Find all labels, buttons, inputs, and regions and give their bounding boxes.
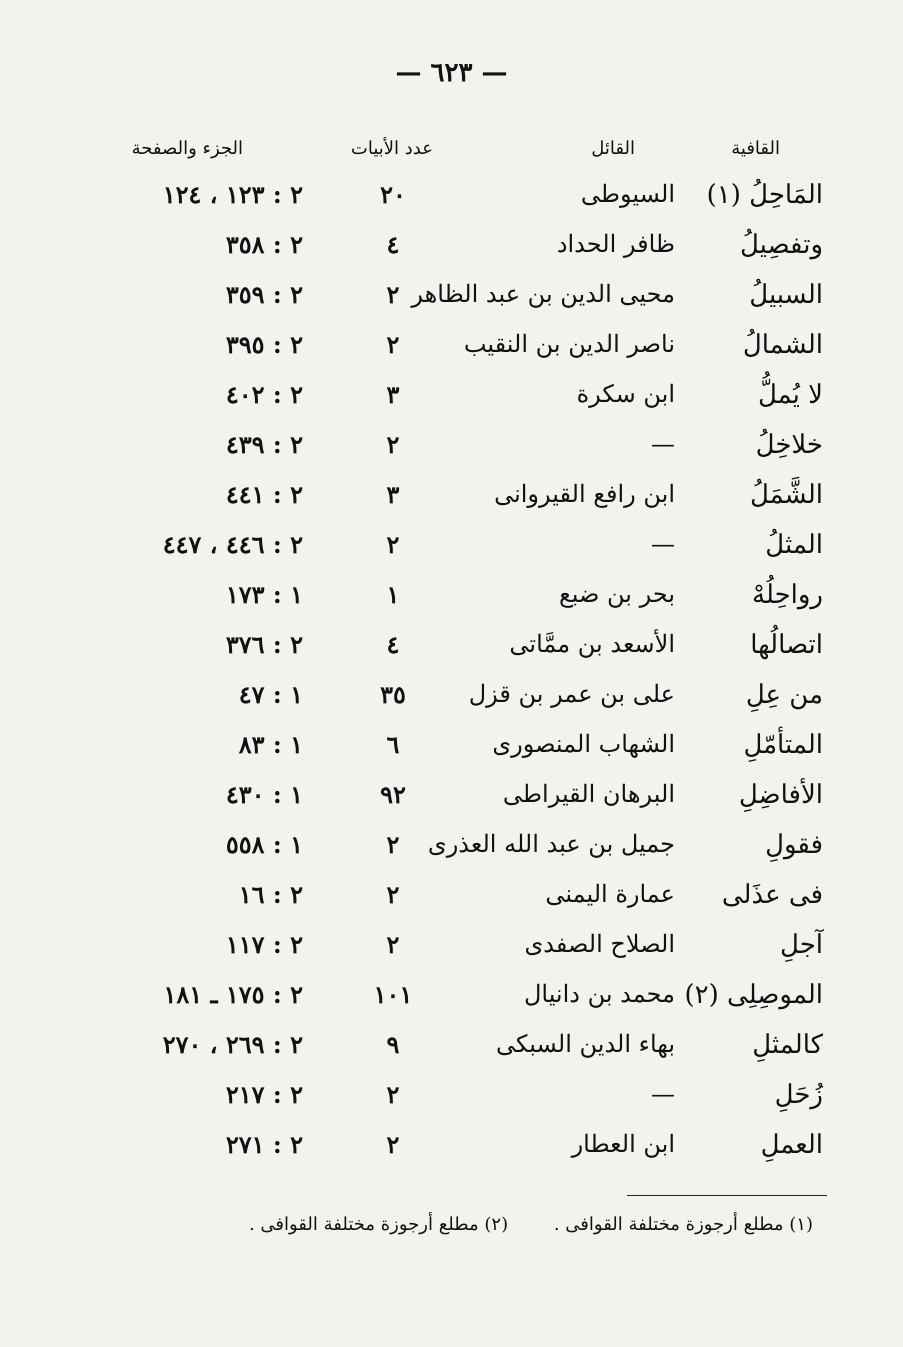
- rhyme-cell-text: آجلِ: [780, 930, 823, 960]
- poet-cell-text: ناصر الدين بن النقيب: [463, 330, 675, 358]
- verse-count-cell: [353, 580, 433, 609]
- rhyme-cell: [673, 280, 823, 310]
- index-table: [0, 180, 903, 1180]
- poet-cell-text: عمارة اليمنى: [545, 880, 675, 908]
- verse-count-cell: [353, 730, 433, 759]
- verse-count-cell-text: ٣: [386, 380, 400, 409]
- volume-page-cell-text: ٢ : ٤٣٩: [225, 430, 303, 459]
- volume-page-cell-text: ٢ : ٢٧١: [225, 1130, 303, 1159]
- volume-page-cell: [43, 430, 303, 459]
- volume-page-cell: [43, 1030, 303, 1059]
- rhyme-cell: [673, 330, 823, 360]
- verse-count-cell: [353, 180, 433, 209]
- table-row: [0, 1080, 903, 1130]
- header-volume-page: الجزء والصفحة: [131, 138, 243, 159]
- volume-page-cell: [43, 880, 303, 909]
- rhyme-cell-text: الأفاضِلِ: [738, 780, 823, 810]
- volume-page-cell-text: ٢ : ٣٩٥: [225, 330, 303, 359]
- poet-cell-text: —: [651, 430, 675, 458]
- rhyme-cell: [673, 430, 823, 460]
- verse-count-cell-text: ٢: [386, 1080, 400, 1109]
- rhyme-cell-text: السبيلُ: [749, 280, 823, 310]
- volume-page-cell-text: ٢ : ٣٧٦: [225, 630, 303, 659]
- table-row: [0, 980, 903, 1030]
- verse-count-cell-text: ٩٢: [380, 780, 406, 809]
- table-row: [0, 280, 903, 330]
- table-header: [0, 138, 903, 172]
- volume-page-cell: [43, 580, 303, 609]
- volume-page-cell-text: ١ : ٨٣: [238, 730, 303, 759]
- table-row: [0, 480, 903, 530]
- table-row: [0, 430, 903, 480]
- verse-count-cell: [353, 280, 433, 309]
- rhyme-cell: [673, 830, 823, 860]
- rhyme-cell-text: لا يُملُّ: [757, 380, 823, 410]
- rhyme-cell: [673, 580, 823, 610]
- verse-count-cell-text: ٣: [386, 480, 400, 509]
- volume-page-cell: [43, 330, 303, 359]
- verse-count-cell-text: ٤: [386, 230, 400, 259]
- volume-page-cell-text: ١ : ٤٧: [238, 680, 303, 709]
- poet-cell-text: ابن رافع القيروانى: [494, 480, 675, 508]
- rhyme-cell-text: وتفصِيلُ: [739, 230, 823, 260]
- rhyme-cell-text: زُحَلِ: [774, 1080, 823, 1110]
- rhyme-cell-text: الشمالُ: [742, 330, 823, 360]
- poet-cell-text: بحر بن ضبع: [558, 580, 675, 608]
- rhyme-cell: [673, 930, 823, 960]
- table-row: [0, 680, 903, 730]
- verse-count-cell: [353, 780, 433, 809]
- table-row: [0, 1030, 903, 1080]
- volume-page-cell: [43, 480, 303, 509]
- poet-cell-text: على بن عمر بن قزل: [468, 680, 675, 708]
- rhyme-cell: [673, 1030, 823, 1060]
- poet-cell-text: ابن سكرة: [576, 380, 675, 408]
- rhyme-cell-text: العملِ: [760, 1130, 823, 1160]
- poet-cell-text: السيوطى: [580, 180, 675, 208]
- table-row: [0, 380, 903, 430]
- rhyme-cell: [673, 530, 823, 560]
- verse-count-cell: [353, 530, 433, 559]
- volume-page-cell-text: ٢ : ٢١٧: [225, 1080, 303, 1109]
- rhyme-cell-text: اتصالُها: [750, 630, 823, 660]
- rhyme-cell: [673, 980, 823, 1010]
- rhyme-cell: [673, 230, 823, 260]
- poet-cell-text: ظافر الحداد: [556, 230, 675, 258]
- rhyme-cell-text: رواحِلُهْ: [752, 580, 823, 610]
- poet-cell-text: جميل بن عبد الله العذرى: [427, 830, 675, 858]
- rhyme-cell: [673, 380, 823, 410]
- verse-count-cell: [353, 380, 433, 409]
- footnote-1: (١) مطلع أرجوزة مختلفة القوافى .: [553, 1214, 813, 1235]
- volume-page-cell-text: ١ : ٤٣٠: [225, 780, 303, 809]
- volume-page-cell-text: ١ : ١٧٣: [225, 580, 303, 609]
- rhyme-cell: [673, 880, 823, 910]
- table-row: [0, 780, 903, 830]
- rhyme-cell-text: من عِلِ: [745, 680, 823, 710]
- header-poet: القائل: [591, 138, 635, 159]
- volume-page-cell: [43, 680, 303, 709]
- verse-count-cell-text: ١٠١: [373, 980, 413, 1009]
- poet-cell-text: الشهاب المنصورى: [492, 730, 675, 758]
- table-row: [0, 630, 903, 680]
- verse-count-cell-text: ٢: [386, 1130, 400, 1159]
- volume-page-cell: [43, 930, 303, 959]
- footnotes: [249, 1214, 813, 1235]
- verse-count-cell: [353, 880, 433, 909]
- table-row: [0, 880, 903, 930]
- verse-count-cell-text: ٢: [386, 880, 400, 909]
- volume-page-cell: [43, 830, 303, 859]
- volume-page-cell-text: ١ : ٥٥٨: [225, 830, 303, 859]
- rhyme-cell: [673, 180, 823, 210]
- verse-count-cell: [353, 980, 433, 1009]
- verse-count-cell: [353, 1080, 433, 1109]
- verse-count-cell-text: ٢: [386, 330, 400, 359]
- rhyme-cell-text: الشَّمَلُ: [749, 480, 823, 510]
- verse-count-cell: [353, 680, 433, 709]
- verse-count-cell: [353, 230, 433, 259]
- volume-page-cell-text: ٢ : ٢٦٩ ، ٢٧٠: [162, 1030, 303, 1059]
- table-row: [0, 930, 903, 980]
- verse-count-cell-text: ٢: [386, 280, 400, 309]
- volume-page-cell: [43, 280, 303, 309]
- verse-count-cell-text: ١: [386, 580, 400, 609]
- poet-cell-text: البرهان القيراطى: [502, 780, 675, 808]
- rhyme-cell-text: المَاحِلُ (١): [706, 180, 823, 210]
- rhyme-cell-text: الموصِلِى (٢): [684, 980, 823, 1010]
- rhyme-cell-text: خلاخِلُ: [755, 430, 823, 460]
- rhyme-cell-text: فقولِ: [765, 830, 823, 860]
- rhyme-cell: [673, 480, 823, 510]
- volume-page-cell-text: ٢ : ١٦: [238, 880, 303, 909]
- table-row: [0, 730, 903, 780]
- table-row: [0, 230, 903, 280]
- volume-page-cell: [43, 630, 303, 659]
- verse-count-cell: [353, 630, 433, 659]
- volume-page-cell-text: ٢ : ٤٠٢: [225, 380, 303, 409]
- volume-page-cell-text: ٢ : ٣٥٨: [225, 230, 303, 259]
- poet-cell-text: الصلاح الصفدى: [524, 930, 675, 958]
- footnote-2: (٢) مطلع أرجوزة مختلفة القوافى .: [248, 1214, 509, 1235]
- rhyme-cell: [673, 1080, 823, 1110]
- verse-count-cell: [353, 430, 433, 459]
- verse-count-cell-text: ٢: [386, 930, 400, 959]
- rhyme-cell: [673, 1130, 823, 1160]
- verse-count-cell: [353, 830, 433, 859]
- volume-page-cell-text: ٢ : ٣٥٩: [225, 280, 303, 309]
- volume-page-cell: [43, 1080, 303, 1109]
- volume-page-cell: [43, 230, 303, 259]
- volume-page-cell-text: ٢ : ٤٤٦ ، ٤٤٧: [162, 530, 303, 559]
- table-row: [0, 830, 903, 880]
- poet-cell-text: —: [651, 530, 675, 558]
- rhyme-cell-text: فى عذَلى: [721, 880, 823, 910]
- rhyme-cell: [673, 730, 823, 760]
- verse-count-cell-text: ٦: [386, 730, 400, 759]
- volume-page-cell-text: ٢ : ٤٤١: [225, 480, 303, 509]
- verse-count-cell: [353, 1130, 433, 1159]
- volume-page-cell: [43, 380, 303, 409]
- volume-page-cell: [43, 980, 303, 1009]
- verse-count-cell: [353, 930, 433, 959]
- volume-page-cell-text: ٢ : ١٢٣ ، ١٢٤: [162, 180, 303, 209]
- header-verse-count: عدد الأبيات: [350, 138, 433, 159]
- rhyme-cell: [673, 780, 823, 810]
- verse-count-cell-text: ٩: [386, 1030, 400, 1059]
- poet-cell-text: محيى الدين بن عبد الظاهر: [411, 280, 675, 308]
- poet-cell-text: —: [651, 1080, 675, 1108]
- verse-count-cell-text: ٤: [386, 630, 400, 659]
- verse-count-cell-text: ٢: [386, 830, 400, 859]
- table-row: [0, 530, 903, 580]
- poet-cell-text: محمد بن دانيال: [523, 980, 675, 1008]
- volume-page-cell: [43, 780, 303, 809]
- footnote-divider: [627, 1195, 827, 1196]
- volume-page-cell: [43, 730, 303, 759]
- volume-page-cell: [43, 1130, 303, 1159]
- verse-count-cell-text: ٢: [386, 430, 400, 459]
- verse-count-cell-text: ٢٠: [380, 180, 406, 209]
- volume-page-cell-text: ٢ : ١١٧: [225, 930, 303, 959]
- volume-page-cell: [43, 530, 303, 559]
- page-number: — ٦٢٣ —: [395, 58, 508, 88]
- volume-page-cell-text: ٢ : ١٧٥ ـ ١٨١: [163, 980, 303, 1009]
- rhyme-cell-text: كالمثلِ: [752, 1030, 823, 1060]
- rhyme-cell: [673, 680, 823, 710]
- verse-count-cell: [353, 1030, 433, 1059]
- table-row: [0, 580, 903, 630]
- poet-cell-text: ابن العطار: [571, 1130, 675, 1158]
- rhyme-cell-text: المثلُ: [765, 530, 823, 560]
- volume-page-cell: [43, 180, 303, 209]
- table-row: [0, 330, 903, 380]
- verse-count-cell: [353, 480, 433, 509]
- rhyme-cell-text: المتأمّلِ: [743, 730, 823, 760]
- table-row: [0, 1130, 903, 1180]
- verse-count-cell: [353, 330, 433, 359]
- table-row: [0, 180, 903, 230]
- verse-count-cell-text: ٢: [386, 530, 400, 559]
- verse-count-cell-text: ٣٥: [380, 680, 406, 709]
- header-rhyme: القافية: [731, 138, 780, 159]
- poet-cell-text: الأسعد بن ممَّاتى: [509, 630, 675, 658]
- rhyme-cell: [673, 630, 823, 660]
- poet-cell-text: بهاء الدين السبكى: [495, 1030, 675, 1058]
